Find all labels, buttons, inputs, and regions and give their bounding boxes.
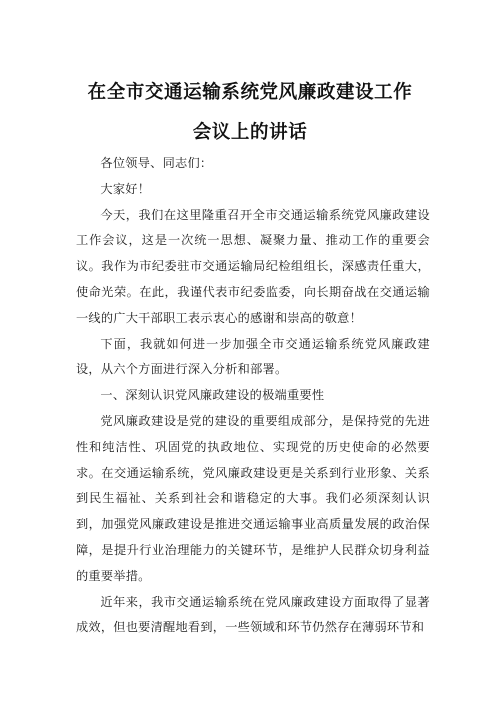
body-paragraph: 今天，我们在这里隆重召开全市交通运输系统党风廉政建设工作会议，这是一次统一思想、凝聚力量、推动工作的重要会议。我作为市纪委驻市交通运输局纪检组组长，深感责任重大，使命光荣。在此，我谨代表市纪委监委，向长期奋战在交通运输一线的广大干部职工表示衷心的感谢和崇高的敬意！ (76, 207, 430, 325)
section-heading: 一、深刻认识党风廉政建设的极端重要性 (100, 388, 325, 403)
greeting: 大家好！ (100, 181, 151, 196)
document-title-line2: 会议上的讲话 (192, 122, 308, 143)
body-paragraph: 下面，我就如何进一步加强全市交通运输系统党风廉政建设，从六个方面进行深入分析和部署。 (76, 336, 430, 377)
body-paragraph: 近年来，我市交通运输系统在党风廉政建设方面取得了显著成效，但也要清醒地看到，一些领域和环节仍然存在薄弱环节和 (76, 594, 430, 635)
document-title-line1: 在全市交通运输系统党风廉政建设工作 (87, 82, 413, 103)
salutation: 各位领导、同志们： (100, 156, 213, 170)
document-body (76, 151, 430, 641)
body-paragraph: 党风廉政建设是党的建设的重要组成部分，是保持党的先进性和纯洁性、巩固党的执政地位、实现党的历史使命的必然要求。在交通运输系统，党风廉政建设更是关系到行业形象、关系到民生福祉、关系到社会和谐稳定的大事。我们必须深刻认识到，加强党风廉政建设是推进交通运输事业高质量发展的政治保障，是提升行业治理能力的关键环节，是维护人民群众切身利益的重要举措。 (76, 413, 430, 583)
